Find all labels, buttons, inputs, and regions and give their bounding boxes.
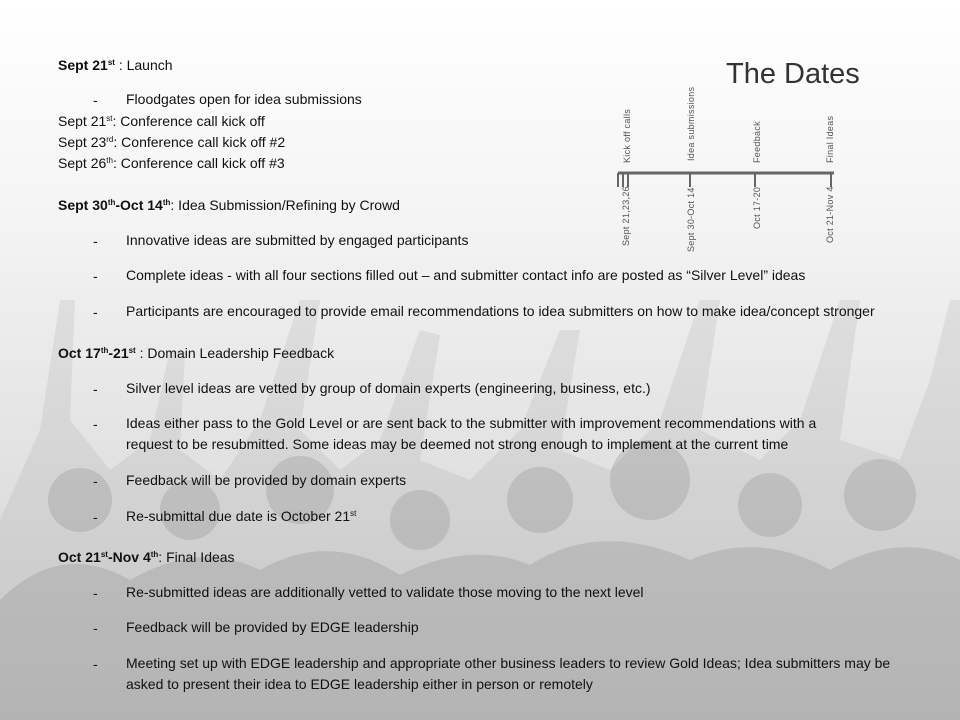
- bullet-dash: -: [93, 381, 98, 397]
- slide-title: The Dates: [726, 58, 860, 90]
- bullet-dash: -: [93, 620, 98, 636]
- conference-call-line: Sept 26th: Conference call kick off #3: [58, 155, 285, 171]
- conference-call-line: Sept 23rd: Conference call kick off #2: [58, 134, 286, 150]
- timeline-bottom-label: Sept 21,23,26: [621, 186, 631, 246]
- bullet-item: Complete ideas - with all four sections filled out – and submitter contact info are posted as “Silver Level” ideas: [126, 267, 806, 283]
- timeline-top-label: Idea submissions: [686, 86, 696, 161]
- bullet-dash: -: [93, 268, 98, 284]
- bullet-dash: -: [93, 656, 98, 672]
- section-heading-feedback: Oct 17th-21st : Domain Leadership Feedback: [58, 345, 335, 361]
- timeline-bottom-label: Sept 30-Oct 14: [686, 187, 696, 252]
- section-heading-idea-submission: Sept 30th-Oct 14th: Idea Submission/Refining by Crowd: [58, 197, 400, 213]
- bullet-item: Re-submittal due date is October 21st: [126, 508, 357, 524]
- timeline-diagram: [610, 165, 850, 195]
- timeline-bottom-label: Oct 21-Nov 4: [825, 186, 835, 243]
- bullet-dash: -: [93, 233, 98, 249]
- bullet-dash: -: [93, 92, 98, 108]
- bullet-item: Feedback will be provided by EDGE leadership: [126, 619, 419, 635]
- bullet-item: Innovative ideas are submitted by engaged participants: [126, 232, 469, 248]
- bullet-item: Meeting set up with EDGE leadership and appropriate other business leaders to review Gold Ideas; Idea submitters may be asked to present their idea to EDGE leadership either in person or remotely: [126, 655, 891, 692]
- conference-call-line: Sept 21st: Conference call kick off: [58, 113, 265, 129]
- bullet-dash: -: [93, 585, 98, 601]
- bullet-dash: -: [93, 416, 98, 432]
- timeline-top-label: Feedback: [752, 121, 762, 163]
- timeline-top-label: Kick off calls: [622, 108, 632, 163]
- bullet-item: Floodgates open for idea submissions: [126, 91, 362, 107]
- bullet-item: Ideas either pass to the Gold Level or are sent back to the submitter with improvement recommendations with a request to be resubmitted. Some ideas may be deemed not strong enough to implement at the current time: [126, 415, 817, 452]
- bullet-item: Re-submitted ideas are additionally vetted to validate those moving to the next level: [126, 584, 644, 600]
- section-heading-final-ideas: Oct 21st-Nov 4th: Final Ideas: [58, 549, 235, 565]
- bullet-item: Silver level ideas are vetted by group of domain experts (engineering, business, etc.): [126, 380, 651, 396]
- bullet-item: Feedback will be provided by domain experts: [126, 472, 407, 488]
- timeline-top-label: Final Ideas: [825, 115, 835, 163]
- bullet-dash: -: [93, 304, 98, 320]
- timeline-bottom-label: Oct 17-20: [752, 186, 762, 229]
- bullet-dash: -: [93, 509, 98, 525]
- bullet-item: Participants are encouraged to provide email recommendations to idea submitters on how to make idea/concept stronger: [126, 303, 875, 319]
- bullet-dash: -: [93, 473, 98, 489]
- section-heading-launch: Sept 21st : Launch: [58, 57, 173, 73]
